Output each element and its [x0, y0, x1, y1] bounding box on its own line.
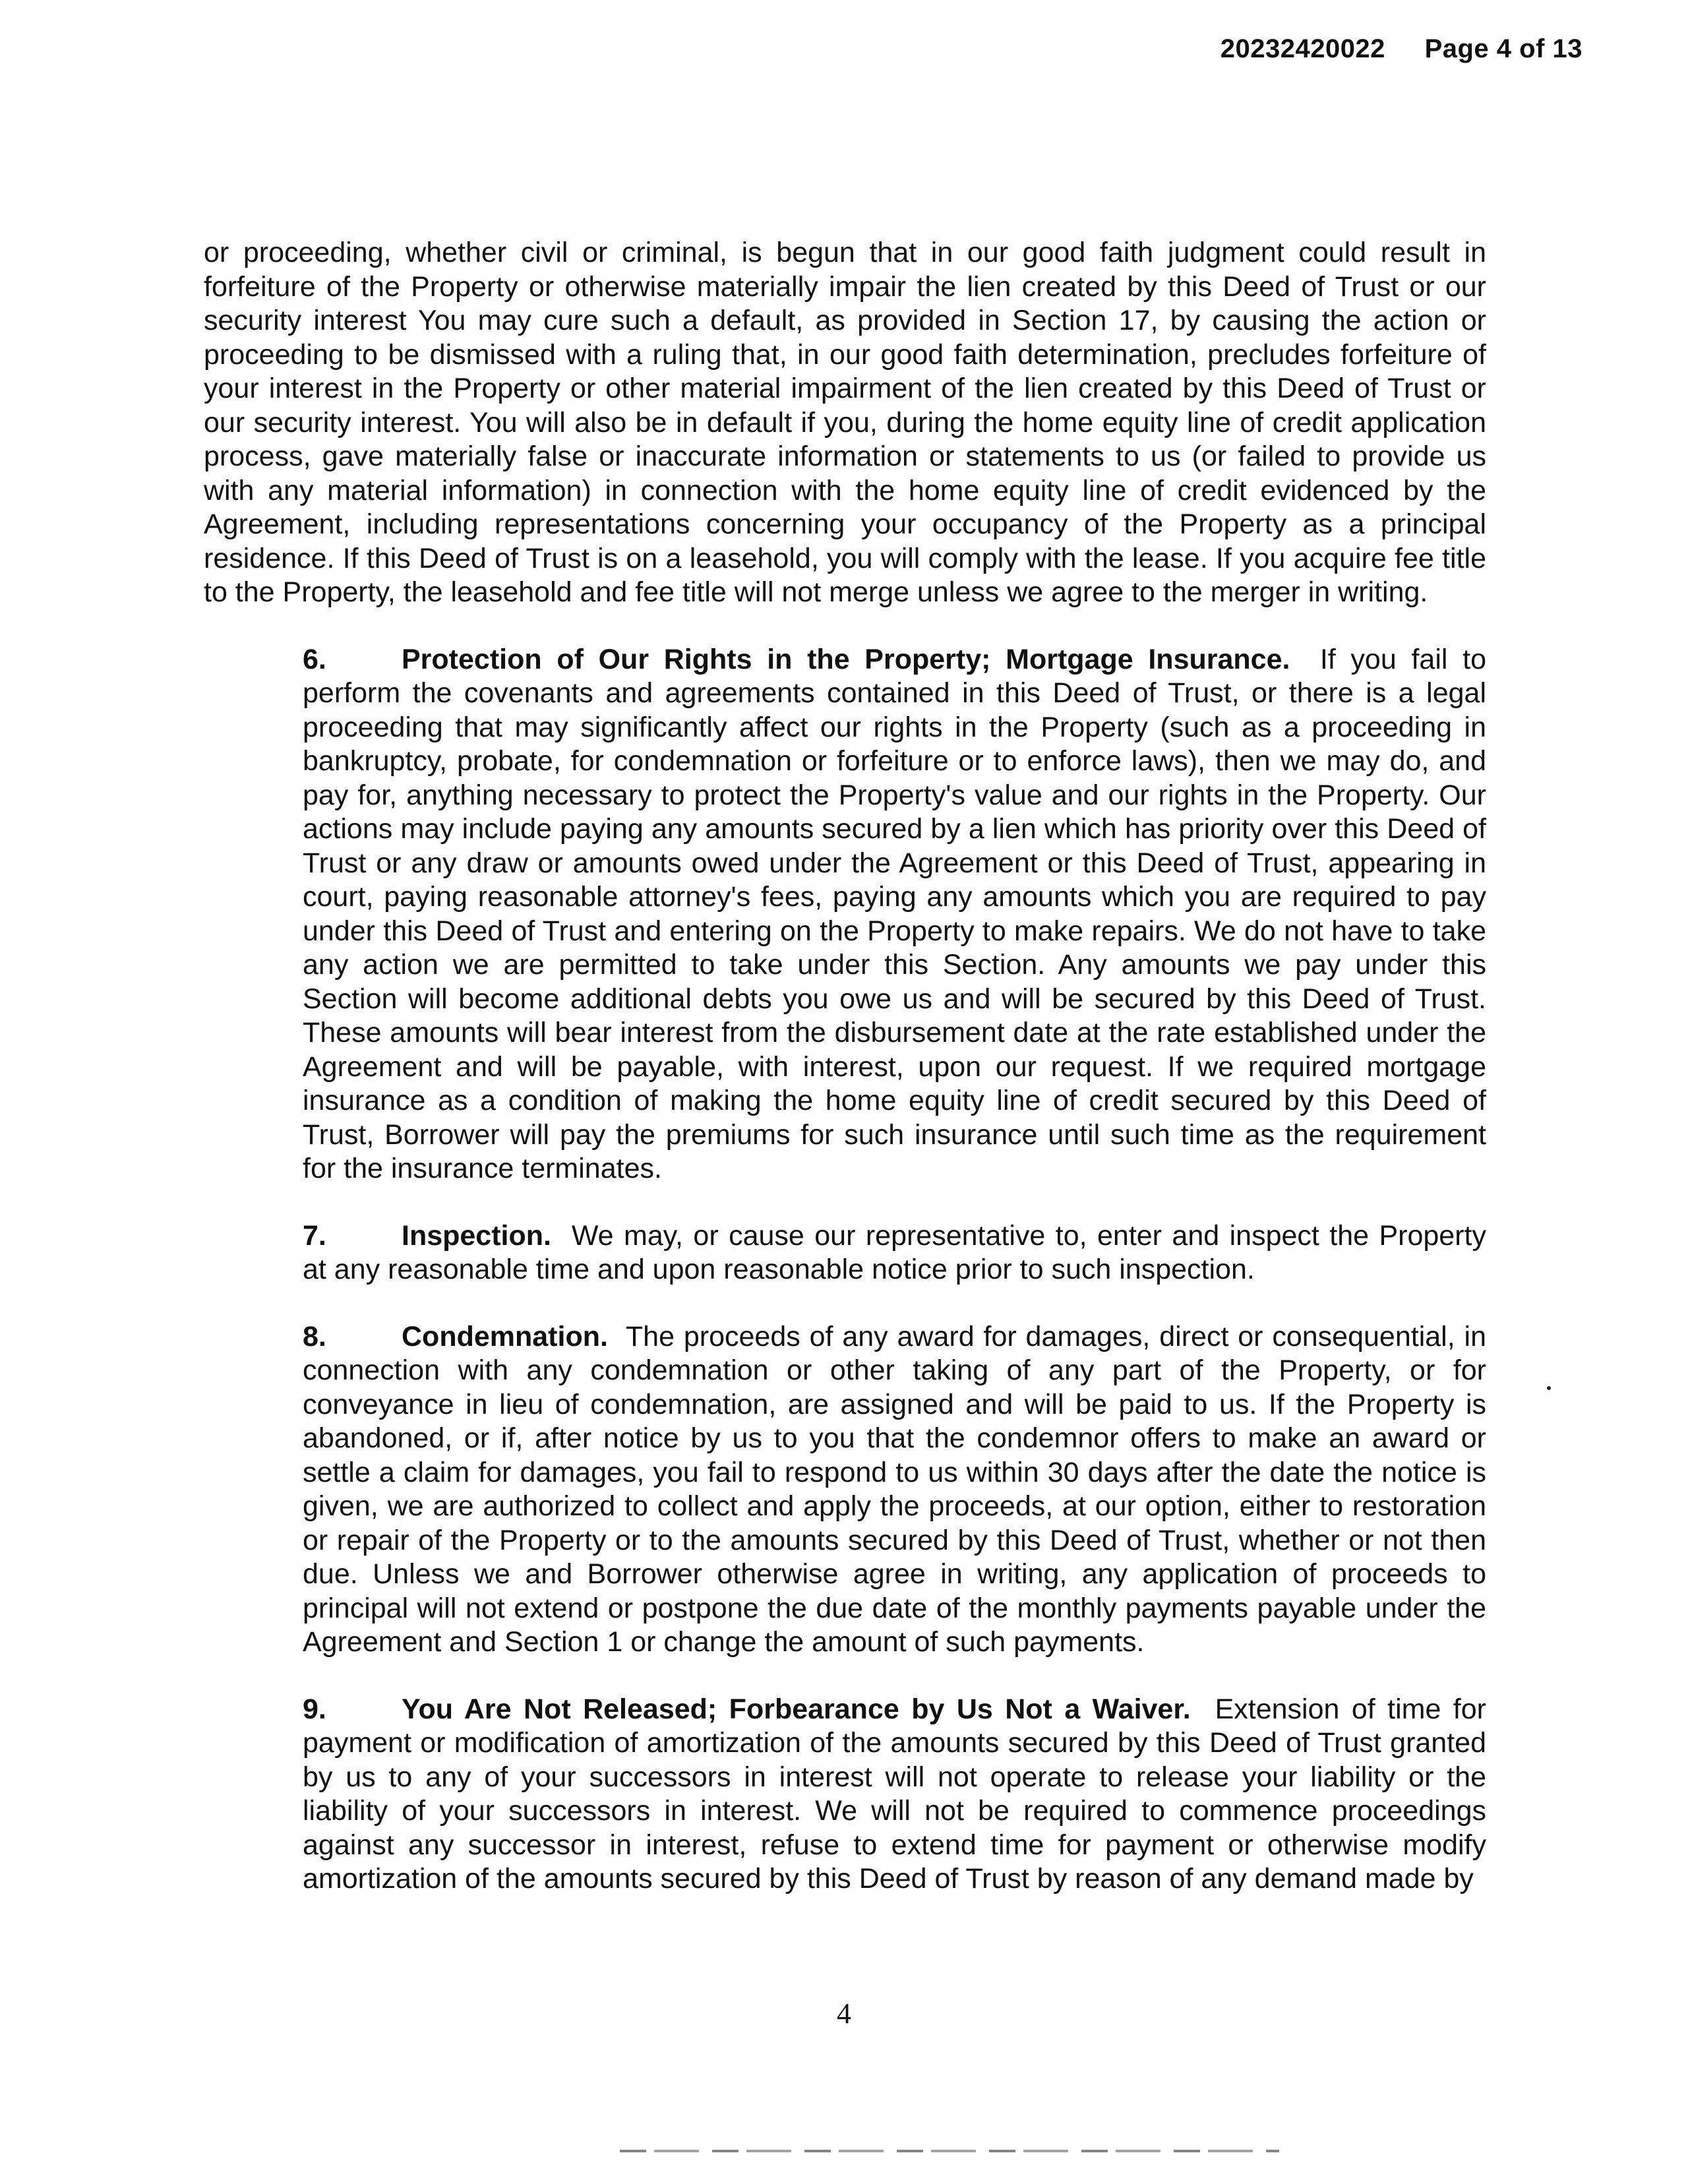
section-number: 8. — [303, 1320, 326, 1352]
section-text: The proceeds of any award for damages, direct or consequential, in connection with any condemnation or other taking of any part of the Property, or for conveyance in lieu of condemnation, are assigned and will be paid to us. If the Property is abandoned, or if, after notice by us to you that the condemnor offers to make an award or settle a claim for damages, you fail to respond to us within 30 days after the date the notice is given, we are authorized to collect and apply the proceeds, at our option, either to restoration or repair of the Property or to the amounts secured by this Deed of Trust, whether or not then due. Unless we and Borrower otherwise agree in writing, any application of proceeds to principal will not extend or postpone the due date of the monthly payments payable under the Agreement and Section 1 or change the amount of such payments. — [303, 1320, 1486, 1658]
section-8-paragraph — [204, 1320, 1486, 1660]
page-label: Page 4 of 13 — [1424, 34, 1582, 63]
section-6-paragraph — [204, 643, 1486, 1186]
section-number: 9. — [303, 1693, 326, 1725]
section-text: We may, or cause our representative to, enter and inspect the Property at any reasonable time and upon reasonable notice prior to such inspection. — [303, 1219, 1486, 1285]
section-7-paragraph — [204, 1219, 1486, 1287]
section-text: Extension of time for payment or modification of amortization of the amounts secured by this Deed of Trust granted by us to any of your successors in interest will not operate to release your liability or the liability of your successors in interest. We will not be required to commence proceedings against any successor in interest, refuse to extend time for payment or otherwise modify amortization of the amounts secured by this Deed of Trust by reason of any demand made by — [303, 1693, 1486, 1895]
document-body — [204, 236, 1486, 1929]
scan-artifact-line — [620, 2150, 1279, 2152]
page-header — [1221, 34, 1582, 64]
section-heading: You Are Not Released; Forbearance by Us Not a Waiver. — [402, 1693, 1191, 1725]
scan-speck — [1547, 1386, 1551, 1390]
document-number: 20232420022 — [1220, 34, 1385, 63]
section-number: 7. — [303, 1219, 326, 1252]
section-heading: Protection of Our Rights in the Property; Mortgage Insurance. — [402, 643, 1290, 675]
page-number: 4 — [837, 1997, 851, 2030]
section-text: If you fail to perform the covenants and agreements contained in this Deed of Trust, or there is a legal proceeding that may significantly affect our rights in the Property (such as a proceeding in bankruptcy, probate, for condemnation or forfeiture or to enforce laws), then we may do, and pay for, anything necessary to protect the Property's value and our rights in the Property. Our actions may include paying any amounts secured by a lien which has priority over this Deed of Trust or any draw or amounts owed under the Agreement or this Deed of Trust, appearing in court, paying reasonable attorney's fees, paying any amounts which you are required to pay under this Deed of Trust and entering on the Property to make repairs. We do not have to take any action we are permitted to take under this Section. Any amounts we pay under this Section will become additional debts you owe us and will be secured by this Deed of Trust. These amounts will bear interest from the disbursement date at the rate established under the Agreement and will be payable, with interest, upon our request. If we required mortgage insurance as a condition of making the home equity line of credit secured by this Deed of Trust, Borrower will pay the premiums for such insurance until such time as the requirement for the insurance terminates. — [303, 643, 1486, 1184]
section-heading: Inspection. — [402, 1219, 551, 1252]
section-9-paragraph — [204, 1693, 1486, 1896]
section-heading: Condemnation. — [402, 1320, 608, 1352]
continuation-paragraph: or proceeding, whether civil or criminal, is begun that in our good faith judgment could result in forfeiture of the Property or otherwise materially impair the lien created by this Deed of Trust or our security interest You may cure such a default, as provided in Section 17, by causing the action or proceeding to be dismissed with a ruling that, in our good faith determination, precludes forfeiture of your interest in the Property or other material impairment of the lien created by this Deed of Trust or our security interest. You will also be in default if you, during the home equity line of credit application process, gave materially false or inaccurate information or statements to us (or failed to provide us with any material information) in connection with the home equity line of credit evidenced by the Agreement, including representations concerning your occupancy of the Property as a principal residence. If this Deed of Trust is on a leasehold, you will comply with the lease. If you acquire fee title to the Property, the leasehold and fee title will not merge unless we agree to the merger in writing. — [204, 237, 1486, 608]
section-number: 6. — [303, 643, 326, 675]
